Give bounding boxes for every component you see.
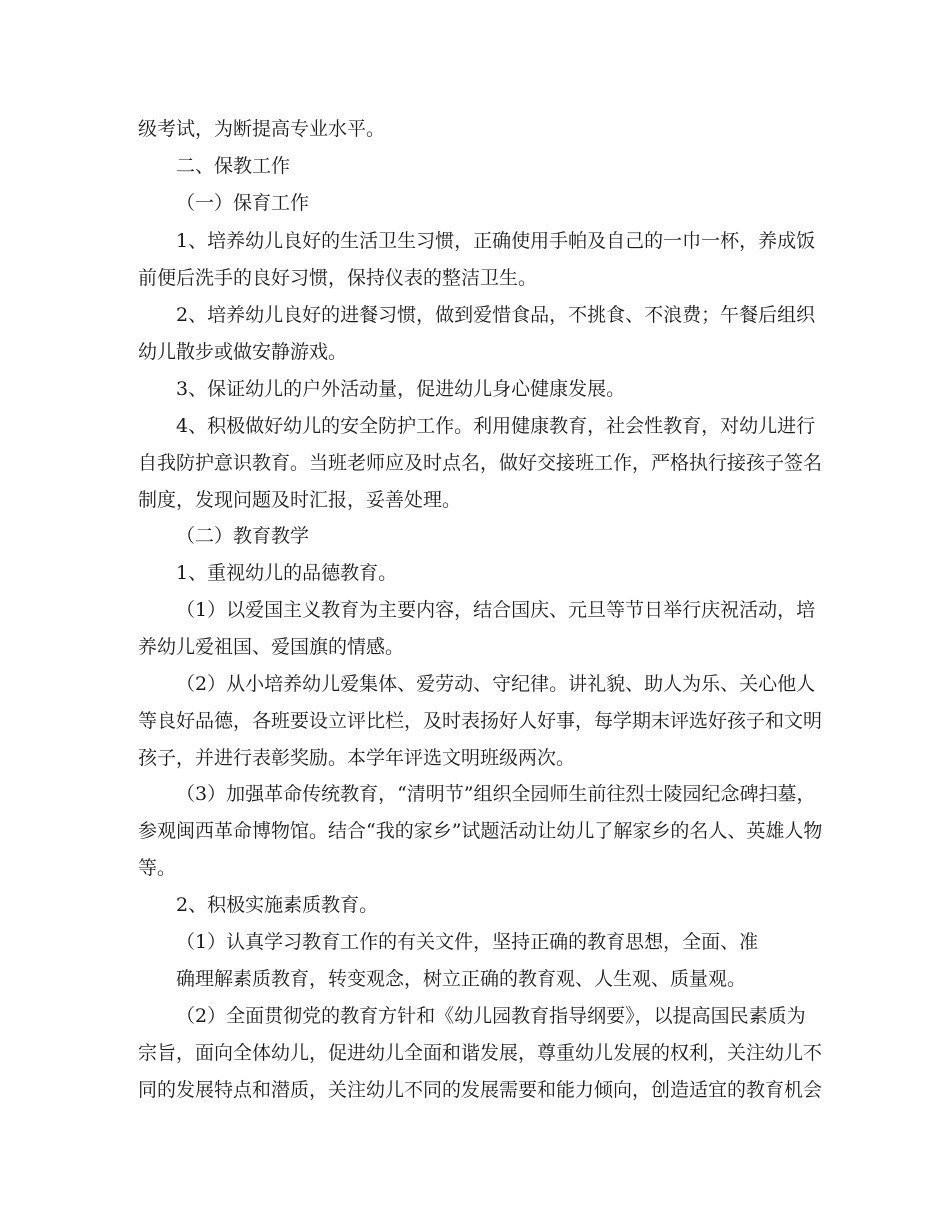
text-line: 确理解素质教育，转变观念，树立正确的教育观、人生观、质量观。 bbox=[176, 968, 747, 990]
text-line: 幼儿散步或做安静游戏。 bbox=[138, 341, 348, 363]
text-line: 前便后洗手的良好习惯，保持仪表的整洁卫生。 bbox=[138, 267, 538, 289]
text-line: （2）全面贯彻党的教育方针和《幼儿园教育指导纲要》，以提高国民素质为 bbox=[176, 1005, 806, 1027]
text-line: 3、保证幼儿的户外活动量，促进幼儿身心健康发展。 bbox=[176, 378, 626, 400]
text-line: 2、培养幼儿良好的进餐习惯，做到爱惜食品，不挑食、不浪费；午餐后组织 bbox=[176, 304, 816, 326]
text-line: 自我防护意识教育。当班老师应及时点名，做好交接班工作，严格执行接孩子签名 bbox=[138, 452, 823, 474]
text-line: 1、培养幼儿良好的生活卫生习惯，正确使用手帕及自己的一巾一杯，养成饭 bbox=[176, 230, 816, 252]
text-line: 2、积极实施素质教育。 bbox=[176, 894, 379, 916]
text-line: （2）从小培养幼儿爱集体、爱劳动、守纪律。讲礼貌、助人为乐、关心他人 bbox=[176, 673, 816, 695]
text-line: 等。 bbox=[138, 857, 177, 879]
text-line: 同的发展特点和潜质，关注幼儿不同的发展需要和能力倾向，创造适宜的教育机会 bbox=[138, 1079, 823, 1101]
text-line: （3）加强革命传统教育，“清明节”组织全园师生前往烈士陵园纪念碑扫墓， bbox=[176, 783, 816, 805]
text-line: （1）认真学习教育工作的有关文件，坚持正确的教育思想，全面、准 bbox=[176, 931, 759, 953]
text-line: 4、积极做好幼儿的安全防护工作。利用健康教育，社会性教育，对幼儿进行 bbox=[176, 415, 816, 437]
text-line: 等良好品德，各班要设立评比栏，及时表扬好人好事，每学期末评选好孩子和文明 bbox=[138, 710, 823, 732]
text-line: 孩子，并进行表彰奖励。本学年评选文明班级两次。 bbox=[138, 747, 576, 769]
text-line: 宗旨，面向全体幼儿，促进幼儿全面和谐发展，尊重幼儿发展的权利，关注幼儿不 bbox=[138, 1042, 823, 1064]
text-line: 级考试，为断提高专业水平。 bbox=[138, 118, 386, 140]
text-line: 1、重视幼儿的品德教育。 bbox=[176, 562, 398, 584]
subsection-heading: （一）保育工作 bbox=[176, 192, 310, 214]
text-line: 制度，发现问题及时汇报，妥善处理。 bbox=[138, 489, 462, 511]
text-line: 养幼儿爱祖国、爱国旗的情感。 bbox=[138, 636, 405, 658]
subsection-heading: （二）教育教学 bbox=[176, 525, 310, 547]
section-heading: 二、保教工作 bbox=[176, 155, 291, 177]
text-line: （1）以爱国主义教育为主要内容，结合国庆、元旦等节日举行庆祝活动，培 bbox=[176, 599, 816, 621]
text-line: 参观闽西革命博物馆。结合“我的家乡”试题活动让幼儿了解家乡的名人、英雄人物 bbox=[138, 820, 823, 842]
